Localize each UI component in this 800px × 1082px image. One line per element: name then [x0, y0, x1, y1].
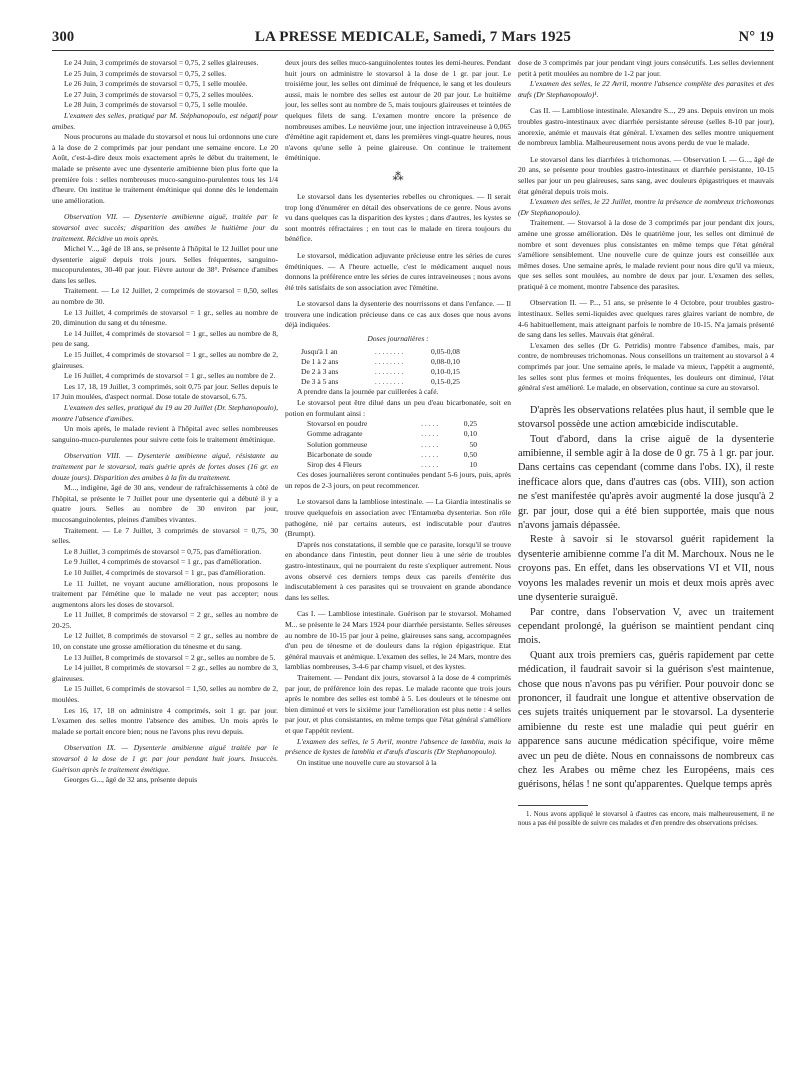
table-row: De 3 à 5 ans . . . . . . . . 0,15-0,25: [301, 377, 471, 387]
paragraph: Cas II. — Lambliose intestinale. Alexandre S..., 29 ans. Depuis environ un mois troubles gastro-intestinaux avec diarrhée persistante séreuse (selles 8-10 par jour), anorexie, anémie et mauvais état général. L'examen des selles montre uniquement de nombreux lamblia. Malheureusement nous avons perdu de vue le malade.: [518, 106, 774, 148]
paragraph: Cas I. — Lambliose intestinale. Guérison par le stovarsol. Mohamed M... se présente le 24 Mars 1924 pour diarrhée persistante. Selles séreuses au nombre de 10-15 par jour à peine, glaireuses sans sang, accompagnées d'un peu de ténesme et de douleurs dans la région épigastrique. Etat général mauvais et anémique. L'examen des selles, le 24 Mars, montre des lamblias nombreuses, 3-4-6 par champ visuel, et des kystes.: [285, 609, 511, 672]
footnote: 1. Nous avons appliqué le stovarsol à d'autres cas encore, mais malheureusement, il ne nous a pas été possible de suivre ces malades et d'en prendre des observations précises.: [518, 810, 774, 827]
ingredient-amount: 0,50: [463, 449, 477, 459]
paragraph: L'examen des selles, le 5 Avril, montre l'absence de lamblia, mais la présence de kystes de lamblia et d'œufs d'ascaris (Dr Stephanopoulo).: [285, 736, 511, 757]
paragraph: Le 26 Juin, 3 comprimés de stovarsol = 0,75, 1 selle moulée.: [64, 79, 248, 89]
paragraph: L'examen des selles (Dr G. Petridis) montre l'absence d'amibes, mais, par contre, de nombreuses trichomonas. Nous conseillons un traitement au stovarsol à 4 comprimés par jour. Une semaine après, le malade va mieux, l'appétit a augmenté, les selles sont plus fermes et moins fréquentes, les douleurs ont diminué, l'état général s'est amélioré. Le malade, en observation, continue sa cure au stovarsol.: [518, 340, 774, 393]
paragraph: Les 16, 17, 18 on administre 4 comprimés, soit 1 gr. par jour. L'examen des selles montre l'absence des amibes. Un mois après le malade se portait encore bien; nous ne l'avons plus revu depuis.: [52, 705, 278, 736]
paragraph: Georges G..., âgé de 32 ans, présente depuis: [64, 775, 198, 785]
paragraph: Le 14 Juillet, 4 comprimés de stovarsol = 1 gr., selles au nombre de 8, peu de sang.: [52, 328, 278, 349]
paragraph: Par contre, dans l'observation V, avec un traitement cependant prolongé, la guérison se maintient pendant cinq mois.: [518, 606, 774, 647]
section-paragraph: Le stovarsol dans les dysenteries rebelles ou chroniques. — Il serait trop long d'énumérer en détail des observations de ce genre. Nous avons vu dans quelques cas la disparition des kystes ; dans d'autres, les kystes se sont montrés réfractaires ; en tout cas le malade en tirera toujours du bénéfice.: [285, 191, 511, 244]
paragraph: Le 14 juillet, 8 comprimés de stovarsol = 2 gr., selles au nombre de 3, glaireuses.: [52, 663, 278, 683]
paragraph: Le 13 Juillet, 4 comprimés de stovarsol = 1 gr., selles au nombre de 20, diminution du sang et du ténesme.: [52, 307, 278, 328]
paragraph: Le 27 Juin, 3 comprimés de stovarsol = 0,75, 2 selles moulées.: [64, 89, 254, 99]
section-divider-asterism: ⁂: [392, 170, 404, 183]
ingredient-amount: 0,10: [463, 429, 477, 439]
paragraph: D'après nos constatations, il semble que ce parasite, lorsqu'il se trouve en abondance dans l'intestin, peut donner lieu à une série de troubles gastro-intestinaux, qui ne pourraient du reste s'expliquer autrement. Nous avons observé ces derniers temps deux cas pareils d'entérite dus indiscutablement à ces parasites qui se trouvaient en grande abondance dans les selles.: [285, 539, 511, 602]
paragraph: Le 9 Juillet, 4 comprimés de stovarsol = 1 gr., pas d'amélioration.: [64, 557, 262, 567]
journal-title: LA PRESSE MEDICALE, Samedi, 7 Mars 1925: [254, 29, 572, 45]
paragraph: L'examen des selles, pratiqué du 19 au 20 Juillet (Dr. Stephanopoulo), montre l'absence d'amibes.: [52, 403, 278, 423]
table-row: Jusqu'à 1 an . . . . . . . . 0,05-0,08: [301, 347, 471, 357]
table-row: De 2 à 3 ans . . . . . . . . 0,10-0,15: [301, 367, 471, 377]
footnote-rule: [518, 805, 588, 806]
paragraph: Le 24 Juin, 3 comprimés de stovarsol = 0,75, 2 selles glaireuses.: [64, 58, 259, 67]
paragraph: Quant aux trois premiers cas, guéris rapidement par cette médication, il faudrait savoir si la guérison s'est maintenue, chose que nous n'avons pas pu vérifier. Pour pouvoir donc se prononcer, il faudrait une longue et attentive observation de ces sujets traités uniquement par le stovarsol. La dysenterie amibienne du reste est une maladie qui peut guérir en apparence sans aucune médication spécifique, voire même avec un peu de diète. Nous en connaissons de nombreux cas chez les Arabes ou même chez les Européens, mais ces guérisons, hélas ! ne sont qu'apparentes. Quelque temps après: [518, 649, 774, 791]
doses-table: [301, 347, 471, 388]
page-number: 300: [52, 29, 75, 45]
observation-heading: Observation VIII. — Dysenterie amibienne aiguë, résistante au traitement par le stovarsol, mais guérie après de fortes doses (16 gr. en douze jours). Disparition des amibes à la fin du traitement.: [52, 451, 278, 482]
paragraph: Le 16 Juillet, 4 comprimés de stovarsol = 1 gr., selles au nombre de 2.: [64, 371, 276, 381]
ingredient: Sirop des 4 Fleurs: [307, 460, 362, 470]
paragraph: L'examen des selles, pratiqué par M. Stéphanopoulo, est négatif pour amibes.: [52, 110, 278, 131]
dose-age: De 3 à 5 ans: [301, 377, 339, 387]
paragraph: Le 8 Juillet, 3 comprimés de stovarsol = 0,75, pas d'amélioration.: [64, 546, 262, 556]
paragraph: Traitement. — Le 7 Juillet, 3 comprimés de stovarsol = 0,75, 30 selles.: [52, 525, 278, 546]
ingredient: Stovarsol en poudre: [307, 419, 368, 429]
paragraph: Ces doses journalières seront continuées pendant 5-6 jours, puis, après un repos de 2-3 jours, on peut recommencer.: [285, 470, 511, 490]
dose-value: 0,10-0,15: [431, 367, 460, 377]
column-middle: [285, 58, 511, 1068]
ingredient-amount: 50: [469, 439, 477, 449]
paragraph: Le 15 Juillet, 6 comprimés de stovarsol = 1,50, selles au nombre de 2, moulées.: [52, 684, 278, 705]
issue-number: N° 19: [738, 29, 774, 45]
dose-age: De 2 à 3 ans: [301, 367, 339, 377]
column-left: [52, 58, 278, 1068]
section-paragraph: Le stovarsol dans la dysenterie des nourrissons et dans l'enfance. — Il trouvera une indication précieuse dans ce cas aux doses que nous avons déjà indiquées.: [285, 299, 511, 330]
section-paragraph: Le stovarsol, médication adjuvante précieuse entre les séries de cures émétiniques. — A l'heure actuelle, c'est le médicament auquel nous donnons la préférence entre les séries de cures intraveineuses ; nous avons été très satisfaits de son association avec l'émétine.: [285, 250, 511, 292]
paragraph: L'examen des selles, le 22 Avril, montre l'absence complète des parasites et des œufs (Dr Stephanopoulo)¹.: [518, 79, 774, 99]
paragraph: Traitement. — Pendant dix jours, stovarsol à la dose de 4 comprimés par jour, de préférence loin des repas. Le malade raconte que trois jours après le nombre des selles est tombé à 5. Les douleurs et le ténesme ont bien diminué et vers le sixième jour l'amélioration est plus nette : 4 selles par jour, et plus consistantes, en même temps que l'état général s'améliore et que l'appétit revient.: [285, 672, 511, 735]
paragraph: Le 13 Juillet, 8 comprimés de stovarsol = 2 gr., selles au nombre de 5.: [64, 652, 276, 662]
paragraph: Reste à savoir si le stovarsol guérit rapidement la dysenterie amibienne comme l'a dit M. Marchoux. Nous ne le croyons pas. En effet, dans les observations VI et VII, nous voyons les malades revenir un mois et deux mois après avec une dysenterie suraiguë.: [518, 534, 774, 604]
dose-value: 0,05-0,08: [431, 346, 460, 356]
formula-table: [307, 419, 477, 470]
dose-value: 0,08-0,10: [431, 356, 460, 366]
paragraph: Nous procurons au malade du stovarsol et nous lui ordonnons une cure à la dose de 2 comprimés par jour pendant une semaine encore. Le 20 Août, c'est-à-dire deux mois exactement après le début du traitement, le malade se présente avec une dysenterie amibienne bien plus forte que la première fois : selles nombreuses muco-sanguino-purulentes tous les 1/4 d'heure. On institue le traitement émétinique qui donne dès le lendemain une amélioration.: [52, 132, 278, 205]
page-header: [52, 24, 774, 51]
table-row: Stovarsol en poudre . . . . . 0,25: [307, 419, 477, 429]
paragraph: Observation II. — P..., 51 ans, se présente le 4 Octobre, pour troubles gastro-intestinaux. Selles semi-liquides avec quelques rares glaires variant de nombre, de 4-6 habituellement, mais atteignant parfois le nombre de 10-15. N'a jamais présenté de sang dans les selles. Mauvais état général.: [518, 298, 774, 340]
conclusion-section: [518, 404, 774, 793]
observation-heading: Observation IX. — Dysenterie amibienne aiguë traitée par le stovarsol à la dose de 1 gr. par jour pendant huit jours. Insuccès. Guérison après le traitement émétique.: [52, 743, 278, 774]
paragraph: Tout d'abord, dans la crise aiguë de la dysenterie amibienne, il semble agir à la dose de 0 gr. 75 à 1 gr. par jour. Dans certains cas cependant (comme dans l'obs. IX), il reste inefficace alors que, dans d'autres cas (obs. VIII), son action ne s'est manifestée qu'après avoir augmenté la dose jusqu'à 2 gr. par jour, dose qui a été bien supportée, mais que nous n'avons jamais dépassée.: [518, 433, 774, 532]
paragraph: Un mois après, le malade revient à l'hôpital avec selles nombreuses sanguino-muco-purulentes pour suivre cette fois le traitement émétinique.: [52, 424, 278, 444]
column-right: [518, 58, 774, 1068]
paragraph: Le 12 Juillet, 8 comprimés de stovarsol = 2 gr., selles au nombre de 10, on constate une grosse amélioration du ténesme et du sang.: [52, 631, 278, 652]
paragraph: M..., indigène, âgé de 30 ans, vendeur de rafraîchissements à côté de l'hôpital, se présente le 7 Juillet pour une dysenterie qui a débuté il y a quatre jours. Selles au nombre de 30 environ par jour, mucosanguinolentes, pleines d'amibes vivantes.: [52, 483, 278, 524]
paragraph: Les 17, 18, 19 Juillet, 3 comprimés, soit 0,75 par jour. Selles depuis le 17 Juin moulées, d'aspect normal. Dose totale de stovarsol, 6.75.: [52, 381, 278, 402]
table-row: Solution gommeuse . . . . . 50: [307, 439, 477, 449]
paragraph: Le stovarsol peut être dilué dans un peu d'eau bicarbonatée, soit en potion en formulant ainsi :: [285, 398, 511, 418]
paragraph: D'après les observations relatées plus haut, il semble que le stovarsol possède une action amœbicide indiscutable.: [518, 404, 774, 431]
paragraph: On institue une nouvelle cure au stovarsol à la: [297, 757, 437, 767]
paragraph: Traitement. — Stovarsol à la dose de 3 comprimés par jour pendant dix jours, amène une grosse amélioration. Dès le quatrième jour, les selles ont diminué de nombre et sont devenues plus consistantes en même temps que l'état général s'améliore sensiblement. Une nouvelle cure de quinze jours est conseillée aux mêmes doses. Une semaine après, le malade revient pour nous dire qu'il va mieux, que ses selles sont moulées, au nombre de deux par jour. L'examen des selles, pratiqué à ce moment, montre l'absence des parasites.: [518, 218, 774, 291]
paragraph: deux jours des selles muco-sanguinolentes toutes les demi-heures. Pendant huit jours on administre le stovarsol à la dose de 1 gr. par jour. Le troisième jour, les selles ont diminué de fréquence, le sang et les douleurs aussi, mais le nombre des selles est autour de 20 par jour. Le huitième jour, les selles sont au nombre de 5, mais toujours glaireuses et teintées de quelques filets de sang. L'examen montre encore la présence de nombreuses amibes. Le neuvième jour, une injection intraveineuse à 0,065 d'émétine agit rapidement et, dans les premières vingt-quatre heures, nous n'avons qu'une selle à peine glaireuse. On continue le traitement émétinique.: [285, 58, 511, 163]
table-row: De 1 à 2 ans . . . . . . . . 0,08-0,10: [301, 357, 471, 367]
section-paragraph: Le stovarsol dans la lambliose intestinale. — La Giardia intestinalis se trouve quelquefois en association avec l'Entamœba dysenteriæ. Son rôle pathogène, nié par certains auteurs, est indiscutable pour d'autres (Brumpt).: [285, 497, 511, 539]
dose-age: De 1 à 2 ans: [301, 356, 339, 366]
paragraph: Le 28 Juin, 3 comprimés de stovarsol = 0,75, 1 selle moulée.: [64, 100, 248, 110]
doses-title: Doses journalières :: [367, 334, 429, 344]
paragraph: Le 10 Juillet, 4 comprimés de stovarsol = 1 gr., pas d'amélioration.: [64, 567, 266, 577]
ingredient: Gomme adragante: [307, 429, 363, 439]
table-row: Gomme adragante . . . . . 0,10: [307, 429, 477, 439]
paragraph: Le 11 Juillet, ne voyant aucune amélioration, nous proposons le traitement par l'émétine que le malade ne veut pas accepter; nous augmentons alors les doses de stovarsol.: [52, 578, 278, 609]
paragraph: A prendre dans la journée par cuillerées à café.: [297, 387, 439, 397]
ingredient: Bicarbonate de soude: [307, 449, 372, 459]
ingredient-amount: 0,25: [463, 419, 477, 429]
paragraph: Le 25 Juin, 3 comprimés de stovarsol = 0,75, 2 selles.: [64, 68, 227, 78]
table-row: Sirop des 4 Fleurs . . . . . 10: [307, 460, 477, 470]
table-row: Bicarbonate de soude . . . . . 0,50: [307, 449, 477, 459]
ingredient-amount: 10: [469, 460, 477, 470]
observation-heading: Observation VII. — Dysenterie amibienne aiguë, traitée par le stovarsol avec succès; disparition des amibes le huitième jour du traitement. Récidive un mois après.: [52, 212, 278, 243]
paragraph: Le 11 Juillet, 8 comprimés de stovarsol = 2 gr., selles au nombre de 20-25.: [52, 610, 278, 630]
paragraph: dose de 3 comprimés par jour pendant vingt jours consécutifs. Les selles deviennent petit à petit moulées au nombre de 1-2 par jour.: [518, 58, 774, 78]
paragraph: Traitement. — Le 12 Juillet, 2 comprimés de stovarsol = 0,50, selles au nombre de 30.: [52, 286, 278, 307]
paragraph: Le 15 Juillet, 4 comprimés de stovarsol = 1 gr., selles au nombre de 2, glaireuses.: [52, 350, 278, 370]
section-paragraph: Le stovarsol dans les diarrhées à trichomonas. — Observation I. — G..., âgé de 20 ans, se présente pour troubles gastro-intestinaux et diarrhée persistante, 10-15 selles par jour un peu glaireuses, sans sang, avec douleurs épigastriques et mauvais état général depuis trois mois.: [518, 154, 774, 196]
dose-value: 0,15-0,25: [431, 377, 460, 387]
paragraph: L'examen des selles, le 22 Juillet, montre la présence de nombreux trichomonas (Dr Stephanopoulo).: [518, 197, 774, 217]
dose-age: Jusqu'à 1 an: [301, 346, 338, 356]
paragraph: Michel V..., âgé de 18 ans, se présente à l'hôpital le 12 Juillet pour une dysenterie aiguë depuis trois jours. Selles fréquentes, sanguino-mucopurulentes, 30-40 par jour. Fièvre autour de 38°. Présence d'amibes dans les selles.: [52, 244, 278, 285]
ingredient: Solution gommeuse: [307, 439, 368, 449]
